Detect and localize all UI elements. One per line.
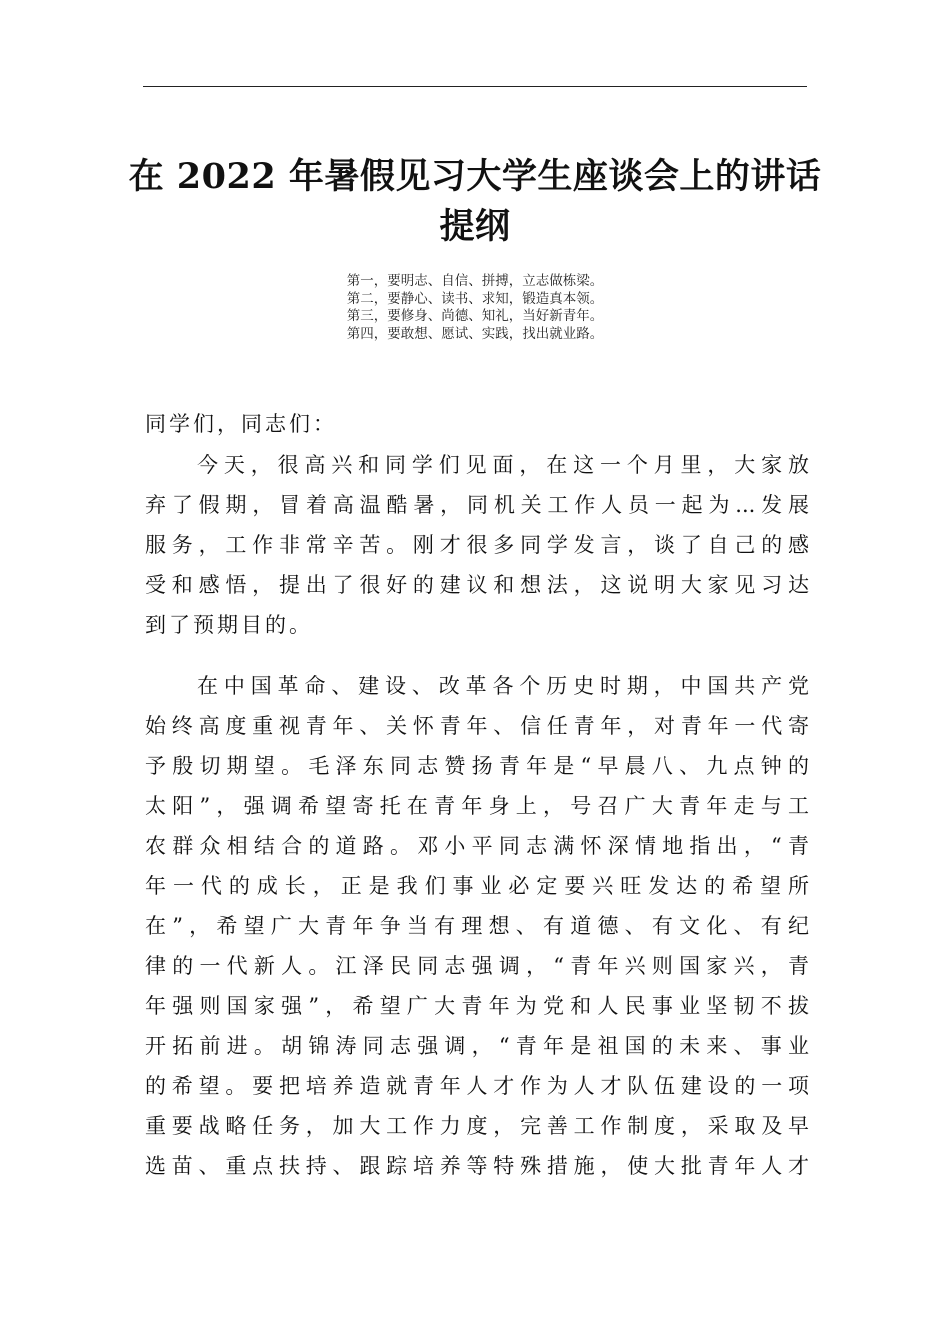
paragraph-line: 在”，希望广大青年争当有理想、有道德、有文化、有纪 bbox=[145, 914, 809, 938]
outline-item: 第二，要静心、读书、求知，锻造真本领。 bbox=[346, 290, 604, 307]
title-line: 提纲 bbox=[439, 206, 511, 247]
paragraph-line: 开拓前进。胡锦涛同志强调，“青年是祖国的未来、事业 bbox=[145, 1034, 809, 1058]
paragraph-line: 予殷切期望。毛泽东同志赞扬青年是“早晨八、九点钟的 bbox=[145, 754, 809, 778]
paragraph bbox=[145, 666, 809, 1186]
paragraph-line: 年一代的成长，正是我们事业必定要兴旺发达的希望所 bbox=[145, 874, 809, 898]
paragraph-line: 弃了假期，冒着高温酷暑，同机关工作人员一起为...发展 bbox=[145, 493, 809, 517]
paragraph-line: 的希望。要把培养造就青年人才作为人才队伍建设的一项 bbox=[145, 1074, 809, 1098]
paragraph bbox=[145, 445, 809, 645]
outline-item: 第四，要敢想、愿试、实践，找出就业路。 bbox=[346, 325, 604, 342]
outline-list bbox=[143, 273, 807, 343]
document-title bbox=[120, 152, 830, 252]
paragraph-line: 在中国革命、建设、改革各个历史时期，中国共产党 bbox=[197, 674, 809, 698]
paragraph-line: 始终高度重视青年、关怀青年、信任青年，对青年一代寄 bbox=[145, 714, 809, 738]
paragraph-line: 重要战略任务，加大工作力度，完善工作制度，采取及早 bbox=[145, 1114, 809, 1138]
paragraph-line: 选苗、重点扶持、跟踪培养等特殊措施，使大批青年人才 bbox=[145, 1154, 809, 1178]
paragraph-line: 服务，工作非常辛苦。刚才很多同学发言，谈了自己的感 bbox=[145, 533, 809, 557]
paragraph-line: 律的一代新人。江泽民同志强调，“青年兴则国家兴，青 bbox=[145, 954, 809, 978]
title-line: 在 2022 年暑假见习大学生座谈会上的讲话 bbox=[128, 156, 822, 197]
paragraph-line: 到了预期目的。 bbox=[145, 613, 313, 637]
paragraph-line: 年强则国家强”，希望广大青年为党和人民事业坚韧不拔 bbox=[145, 994, 809, 1018]
salutation: 同学们，同志们： bbox=[145, 412, 337, 436]
paragraph-line: 受和感悟，提出了很好的建议和想法，这说明大家见习达 bbox=[145, 573, 809, 597]
paragraph-line: 今天，很高兴和同学们见面，在这一个月里，大家放 bbox=[197, 453, 809, 477]
outline-item: 第一，要明志、自信、拼搏，立志做栋梁。 bbox=[346, 273, 604, 289]
outline-item: 第三，要修身、尚德、知礼，当好新青年。 bbox=[346, 308, 604, 324]
paragraph-line: 农群众相结合的道路。邓小平同志满怀深情地指出，“青 bbox=[145, 834, 809, 858]
paragraph-line: 太阳”，强调希望寄托在青年身上，号召广大青年走与工 bbox=[145, 794, 809, 818]
header-rule bbox=[143, 86, 807, 87]
